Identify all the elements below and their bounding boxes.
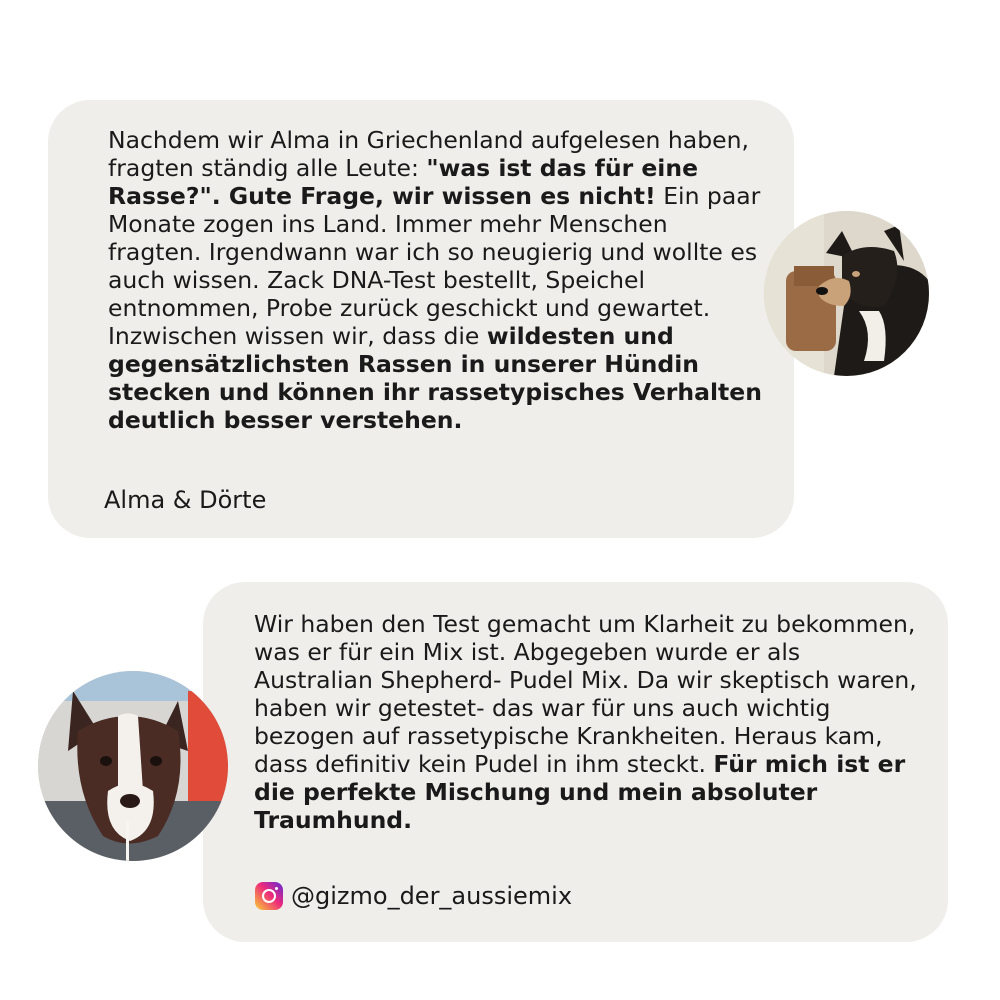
testimonial-text bbox=[254, 610, 919, 834]
testimonial-card-gizmo bbox=[203, 582, 948, 942]
text-segment-bold: wildesten und gegensätzlichsten Rassen in unserer Hündin stecken und können ihr rassetypisches Verhalten deutlich besser verstehen. bbox=[108, 322, 762, 434]
text-segment: Nachdem wir Alma in Griechenland aufgelesen haben, fragten ständig alle Leute: bbox=[108, 126, 749, 182]
dog-photo-alma-icon bbox=[764, 211, 929, 376]
handle-text: @gizmo_der_aussiemix bbox=[291, 882, 573, 910]
testimonial-card-alma bbox=[48, 100, 794, 538]
dog-photo-gizmo-icon bbox=[38, 671, 228, 861]
text-segment-bold: Für mich ist er die perfekte Mischung und mein absoluter Traumhund. bbox=[254, 750, 906, 834]
dog-avatar-alma bbox=[764, 211, 929, 376]
dog-avatar-gizmo bbox=[38, 671, 228, 861]
text-segment: Wir haben den Test gemacht um Klarheit zu bekommen, was er für ein Mix ist. Abgegeben wurde er als Australian Shepherd- Pudel Mix. Da wir skeptisch waren, haben wir getestet- das war für uns auch wichtig bezogen auf rassetypische Krankheiten. Heraus kam, dass definitiv kein Pudel in ihm steckt. bbox=[254, 610, 917, 778]
text-segment-bold: "was ist das für eine Rasse?". Gute Frage, wir wissen es nicht! bbox=[108, 154, 699, 210]
testimonial-author: Alma & Dörte bbox=[104, 486, 267, 514]
instagram-handle[interactable] bbox=[255, 882, 572, 910]
text-segment: Ein paar Monate zogen ins Land. Immer mehr Menschen fragten. Irgendwann war ich so neugierig und wollte es auch wissen. Zack DNA-Test bestellt, Speichel entnommen, Probe zurück geschickt und gewartet. Inzwischen wissen wir, dass die bbox=[108, 182, 761, 350]
testimonial-text bbox=[108, 126, 768, 434]
instagram-icon bbox=[255, 882, 283, 910]
